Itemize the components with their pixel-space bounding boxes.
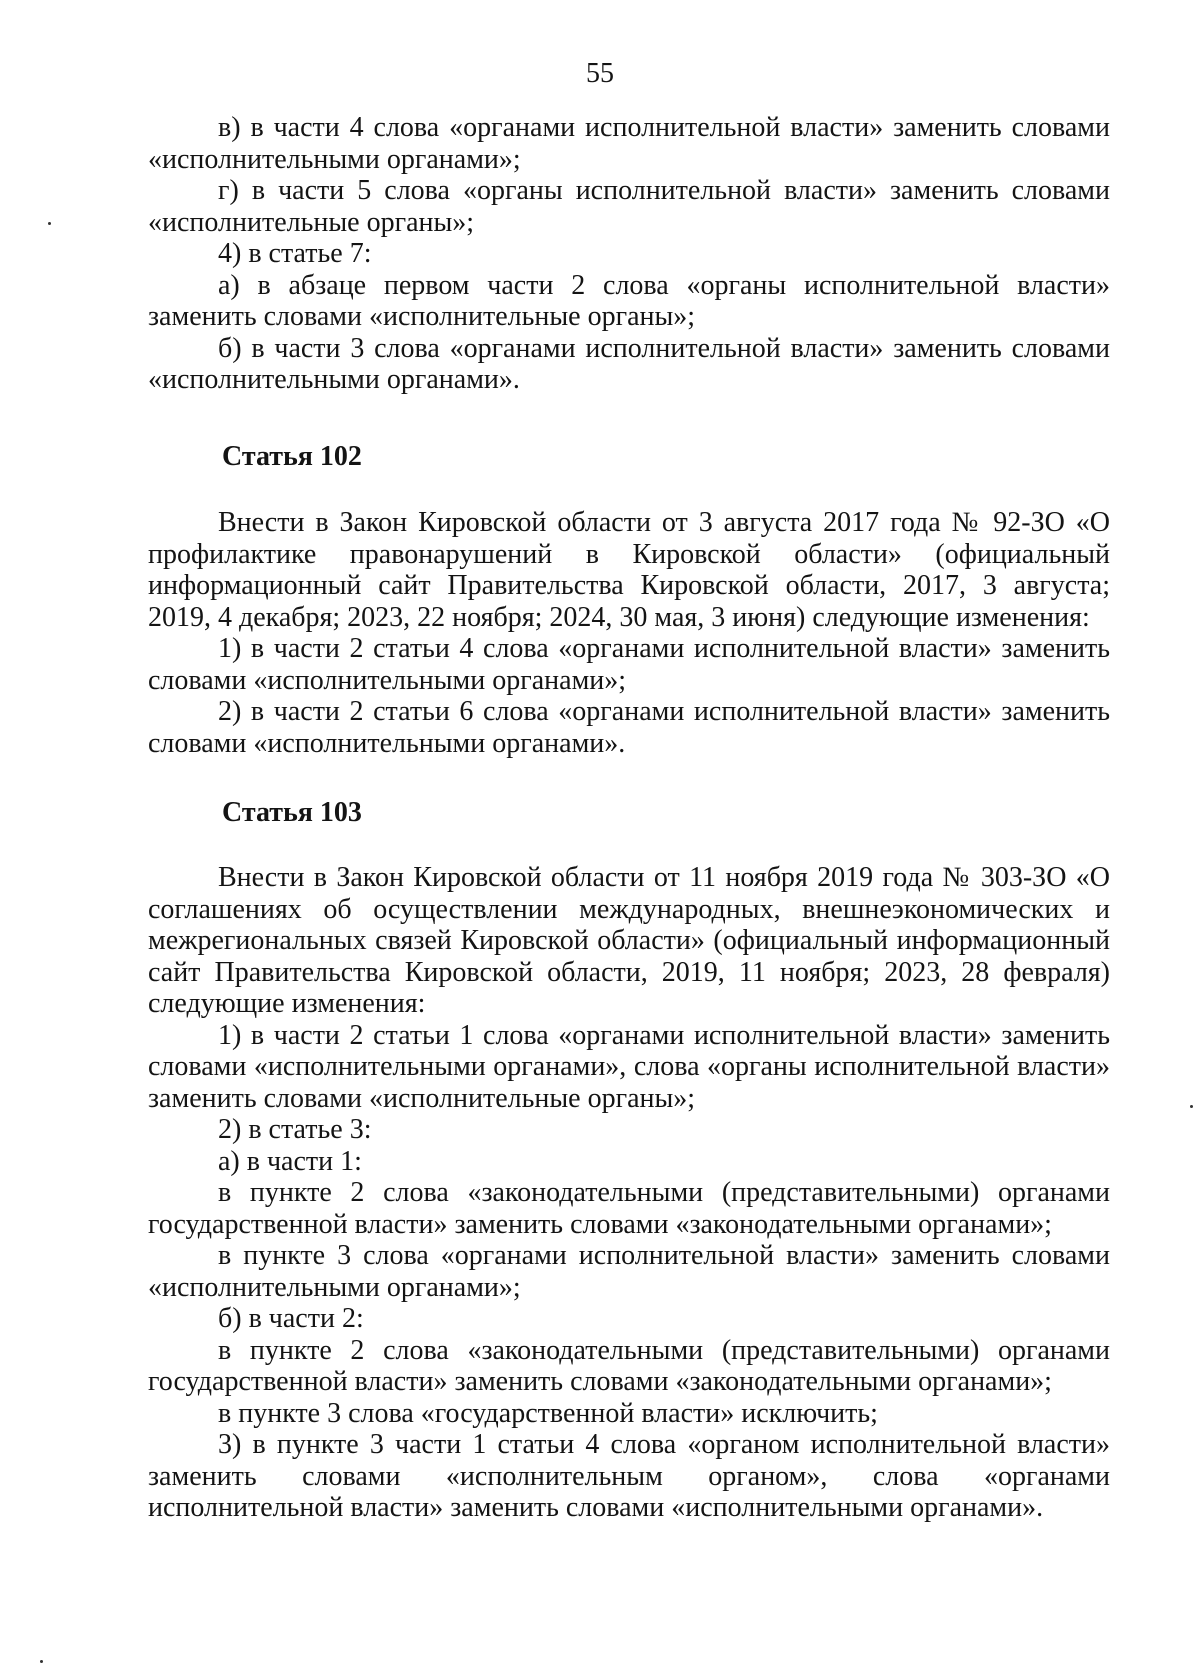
paragraph: в пункте 2 слова «законодательными (представительными) органами государственной власти» заменить словами «законодательными органами»; <box>148 1334 1110 1397</box>
paragraph: б) в части 3 слова «органами исполнительной власти» заменить словами «исполнительными органами». <box>148 332 1110 395</box>
paragraph: в пункте 3 слова «органами исполнительной власти» заменить словами «исполнительными органами»; <box>148 1240 1110 1303</box>
paragraph: 2) в части 2 статьи 6 слова «органами исполнительной власти» заменить словами «исполнительными органами». <box>148 696 1110 759</box>
article-103-heading: Статья 103 <box>222 797 362 828</box>
paragraph: Внести в Закон Кировской области от 3 августа 2017 года № 92-ЗО «О профилактике правонарушений в Кировской области» (официальный информационный сайт Правительства Кировской области, 2017, 3 августа; 2019, 4 декабря; 2023, 22 ноября; 2024, 30 мая, 3 июня) следующие изменения: <box>148 507 1110 633</box>
section-top <box>148 112 1110 396</box>
paragraph: б) в части 2: <box>218 1303 364 1334</box>
article-102-heading: Статья 102 <box>222 441 362 472</box>
paragraph: 4) в статье 7: <box>218 238 372 269</box>
paragraph: в пункте 3 слова «государственной власти» исключить; <box>218 1397 878 1429</box>
paragraph: 1) в части 2 статьи 4 слова «органами исполнительной власти» заменить словами «исполнительными органами»; <box>148 633 1110 696</box>
article-103-body <box>148 862 1110 1524</box>
paragraph: 1) в части 2 статьи 1 слова «органами исполнительной власти» заменить словами «исполнительными органами», слова «органы исполнительной власти» заменить словами «исполнительные органы»; <box>148 1019 1110 1114</box>
paragraph: а) в абзаце первом части 2 слова «органы исполнительной власти» заменить словами «исполнительные органы»; <box>148 269 1110 332</box>
paragraph: в пункте 2 слова «законодательными (представительными) органами государственной власти» заменить словами «законодательными органами»; <box>148 1177 1110 1240</box>
paragraph: а) в части 1: <box>218 1145 362 1177</box>
scan-speck <box>48 222 51 225</box>
page-number: 55 <box>586 58 614 89</box>
paragraph: в) в части 4 слова «органами исполнительной власти» заменить словами «исполнительными органами»; <box>148 112 1110 175</box>
scan-speck <box>40 1660 43 1663</box>
paragraph: г) в части 5 слова «органы исполнительной власти» заменить словами «исполнительные органы»; <box>148 175 1110 238</box>
paragraph: Внести в Закон Кировской области от 11 ноября 2019 года № 303-ЗО «О соглашениях об осуществлении международных, внешнеэкономических и межрегиональных связей Кировской области» (официальный информационный сайт Правительства Кировской области, 2019, 11 ноября; 2023, 28 февраля) следующие изменения: <box>148 862 1110 1019</box>
scan-speck <box>1190 1105 1193 1108</box>
paragraph: 3) в пункте 3 части 1 статьи 4 слова «органом исполнительной власти» заменить словами «исполнительным органом», слова «органами исполнительной власти» заменить словами «исполнительными органами». <box>148 1429 1110 1523</box>
paragraph: 2) в статье 3: <box>218 1114 372 1145</box>
article-102-body <box>148 507 1110 759</box>
